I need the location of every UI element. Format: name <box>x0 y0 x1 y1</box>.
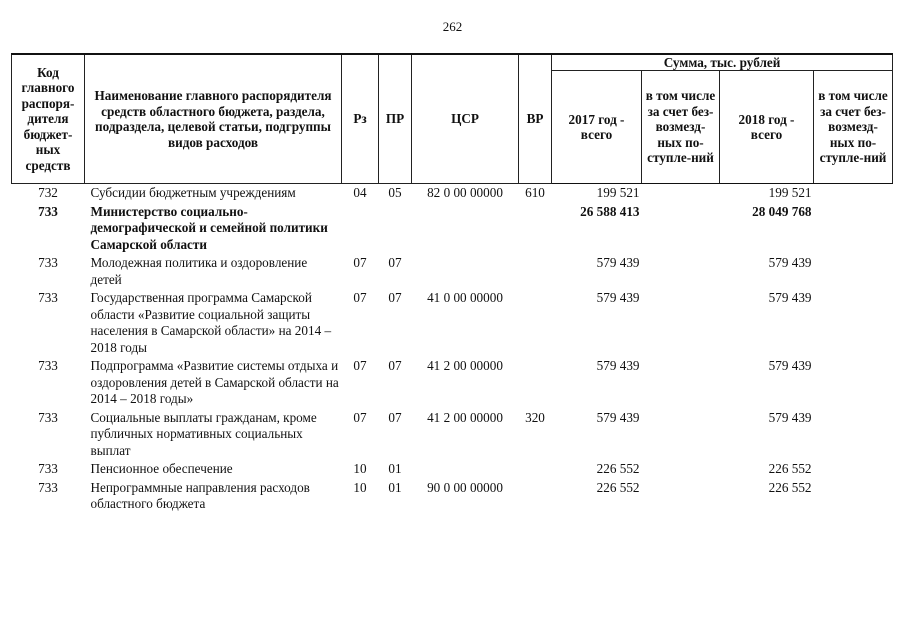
cell-code: 733 <box>38 358 58 373</box>
cell-name: Молодежная политика и оздоровление детей <box>90 255 308 287</box>
cell-pr: 01 <box>388 461 402 476</box>
cell-vr <box>519 356 552 408</box>
cell-vr <box>519 459 552 478</box>
cell-code: 733 <box>38 255 58 270</box>
cell-2018-total: 579 439 <box>768 290 812 305</box>
cell-code: 732 <box>38 185 58 200</box>
table-row <box>12 253 893 288</box>
cell-2017-total: 26 588 413 <box>580 203 640 219</box>
cell-vr: 320 <box>525 409 545 425</box>
cell-2018-incl <box>814 478 893 513</box>
cell-csr <box>412 202 519 254</box>
cell-csr: 90 0 00 00000 <box>427 479 503 495</box>
cell-2017-incl <box>642 408 720 460</box>
cell-name: Министерство социально-демографической и семейной политики Самарской области <box>90 203 328 252</box>
cell-name: Пенсионное обеспечение <box>90 461 233 476</box>
cell-2018-total: 199 521 <box>768 185 812 200</box>
cell-csr <box>412 459 519 478</box>
cell-code: 733 <box>38 479 58 495</box>
cell-2018-incl <box>814 459 893 478</box>
cell-2018-total: 28 049 768 <box>752 203 812 219</box>
cell-vr <box>519 478 552 513</box>
cell-csr <box>412 253 519 288</box>
cell-2017-incl <box>642 288 720 356</box>
header-csr: ЦСР <box>412 54 519 184</box>
cell-2017-total: 579 439 <box>596 255 640 270</box>
cell-2018-total: 226 552 <box>768 461 812 476</box>
cell-vr <box>519 253 552 288</box>
table-row <box>12 202 893 254</box>
header-2018-incl: в том числе за счет без-возмезд-ных по-ступле-ний <box>814 71 893 184</box>
header-code: Код главного распоря-дителя бюджет-ных средств <box>12 54 85 184</box>
cell-2017-total: 226 552 <box>596 479 640 495</box>
table-header <box>12 54 893 184</box>
cell-vr <box>519 202 552 254</box>
cell-2018-total: 226 552 <box>768 479 812 495</box>
cell-2017-total: 226 552 <box>596 461 640 476</box>
table-row <box>12 356 893 408</box>
cell-pr: 07 <box>388 409 402 425</box>
cell-pr: 05 <box>388 185 402 200</box>
cell-2017-total: 199 521 <box>596 185 640 200</box>
cell-vr <box>519 288 552 356</box>
page-number: 262 <box>442 19 463 34</box>
cell-name: Государственная программа Самарской области «Развитие социальной защиты населения в Самарской области» на 2014 – 2018 годы <box>90 290 332 355</box>
table-row <box>12 478 893 513</box>
cell-rz: 10 <box>353 461 367 476</box>
cell-csr: 41 0 00 00000 <box>427 290 503 305</box>
cell-code: 733 <box>38 290 58 305</box>
cell-2018-incl <box>814 408 893 460</box>
cell-code: 733 <box>38 461 58 476</box>
cell-csr: 82 0 00 00000 <box>427 185 503 200</box>
cell-rz: 07 <box>353 358 367 373</box>
cell-2018-incl <box>814 253 893 288</box>
cell-code: 733 <box>38 409 58 425</box>
cell-2018-incl <box>814 184 893 202</box>
cell-2017-incl <box>642 253 720 288</box>
cell-2018-incl <box>814 356 893 408</box>
cell-rz: 10 <box>353 479 367 495</box>
cell-name: Субсидии бюджетным учреждениям <box>90 185 296 200</box>
header-2018-total: 2018 год - всего <box>720 71 814 184</box>
cell-2017-total: 579 439 <box>596 290 640 305</box>
table-row <box>12 288 893 356</box>
cell-2017-incl <box>642 459 720 478</box>
cell-pr: 07 <box>388 358 402 373</box>
cell-2018-total: 579 439 <box>768 409 812 425</box>
cell-2017-incl <box>642 356 720 408</box>
cell-csr: 41 2 00 00000 <box>427 358 503 373</box>
cell-name: Подпрограмма «Развитие системы отдыха и оздоровления детей в Самарской области на 2014 – 2018 годы» <box>90 358 339 406</box>
cell-pr: 07 <box>388 255 402 270</box>
cell-name: Социальные выплаты гражданам, кроме публичных нормативных социальных выплат <box>90 409 317 458</box>
header-pr: ПР <box>379 54 412 184</box>
header-sum: Сумма, тыс. рублей <box>552 54 893 71</box>
table-body <box>12 184 893 513</box>
table-row <box>12 184 893 202</box>
cell-2017-incl <box>642 184 720 202</box>
cell-rz: 04 <box>353 185 367 200</box>
budget-table <box>11 53 893 513</box>
cell-rz: 07 <box>353 255 367 270</box>
header-name: Наименование главного распорядителя средств областного бюджета, раздела, подраздела, целевой статьи, подгруппы видов расходов <box>85 54 342 184</box>
cell-2017-incl <box>642 202 720 254</box>
table-row <box>12 408 893 460</box>
cell-2018-total: 579 439 <box>768 358 812 373</box>
cell-2018-incl <box>814 202 893 254</box>
cell-2017-total: 579 439 <box>596 358 640 373</box>
header-2017-incl: в том числе за счет без-возмезд-ных по-ступле-ний <box>642 71 720 184</box>
cell-rz: 07 <box>353 290 367 305</box>
cell-2018-total: 579 439 <box>768 255 812 270</box>
cell-pr: 07 <box>388 290 402 305</box>
cell-code: 733 <box>38 203 58 219</box>
header-rz: Рз <box>342 54 379 184</box>
cell-csr: 41 2 00 00000 <box>427 409 503 425</box>
header-vr: ВР <box>519 54 552 184</box>
cell-pr: 01 <box>388 479 402 495</box>
cell-name: Непрограммные направления расходов областного бюджета <box>90 479 310 511</box>
cell-rz <box>342 202 379 254</box>
cell-rz: 07 <box>353 409 367 425</box>
cell-2018-incl <box>814 288 893 356</box>
cell-vr: 610 <box>525 185 545 200</box>
cell-2017-incl <box>642 478 720 513</box>
header-2017-total: 2017 год - всего <box>552 71 642 184</box>
table-row <box>12 459 893 478</box>
cell-2017-total: 579 439 <box>596 409 640 425</box>
cell-pr <box>379 202 412 254</box>
